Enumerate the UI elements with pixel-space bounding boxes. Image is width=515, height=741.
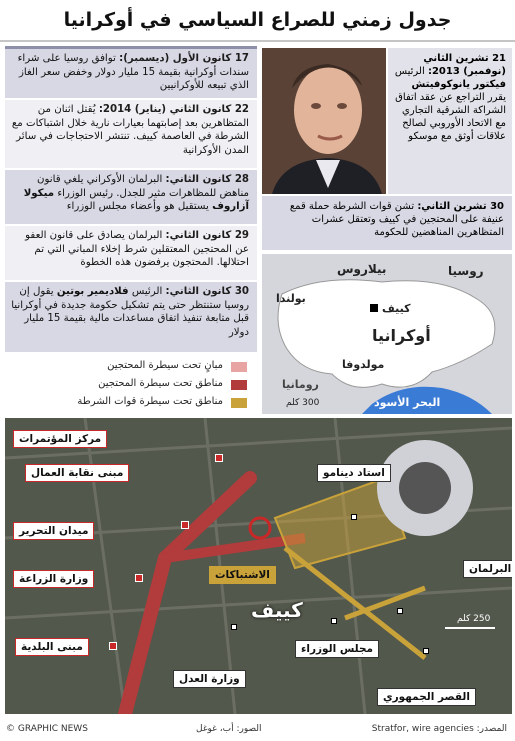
label-presidential-palace: القصر الجمهوري: [377, 688, 476, 706]
pin-dynamo: [351, 514, 357, 520]
entry-text: البرلمان يصادق على قانون العفو عن المحتجين المعتقلين شرط إخلاء المباني التي تم احتلالها. المحتجون يرفضون هذه الخطوة: [25, 230, 249, 268]
map-label-ukraine: أوكرانيا: [372, 326, 431, 345]
entry-person: ميكولا آزاروف: [23, 187, 249, 212]
page-title: جدول زمني للصراع السياسي في أوكرانيا: [0, 0, 515, 42]
timeline-entry-3: [5, 170, 257, 224]
copyright: © GRAPHIC NEWS: [6, 724, 88, 734]
entry-date: 22 كانون الثاني (يناير) 2014:: [98, 104, 249, 115]
entry-text: توافق روسيا على شراء سندات أوكرانية بقيمة 15 مليار دولار وخفض سعر الغاز الذي تبيعه للأوكرانيين: [17, 53, 249, 91]
label-dynamo-stadium: استاد دينامو: [317, 464, 391, 482]
entry-text: الرئيس: [131, 286, 163, 297]
map-label-romania: رومانيا: [282, 378, 319, 391]
timeline-entry-2: [5, 100, 257, 168]
portrait-image: [262, 48, 386, 194]
entry-text-2: يقول إن روسيا ستنتظر حتى يتم تشكيل حكومة جديدة في أوكرانيا قبل متابعة تنفيذ اتفاق مساعدات مالية بقيمة 15 مليار دولار: [11, 286, 249, 338]
legend-label-police: مناطق تحت سيطرة قوات الشرطة: [77, 396, 223, 407]
entry-date: 29 كانون الثاني:: [165, 230, 249, 241]
entry-text: البرلمان الأوكراني يلغي قانون مناهض للمظاهرات مثير للجدل. رئيس الوزراء: [37, 174, 249, 199]
label-conference-center: مركز المؤتمرات: [13, 430, 107, 448]
map-label-moldova: مولدوفا: [342, 358, 385, 371]
label-cabinet: مجلس الوزراء: [295, 640, 379, 658]
entry-text-2: يستقيل هو وأعضاء مجلس الوزراء: [66, 201, 209, 212]
pin-trade-union: [181, 521, 189, 529]
aerial-map: [5, 418, 512, 714]
label-kiev: كييف: [251, 598, 303, 622]
source-credit: المصدر: Stratfor, wire agencies: [371, 724, 507, 734]
map-scale: 300 كلم: [286, 398, 320, 408]
pin-cabinet: [331, 618, 337, 624]
label-tahrir-square: ميدان التحرير: [13, 522, 94, 540]
entry-date: 30 تشرين الثاني:: [417, 201, 504, 212]
aerial-scale: 250 كلم: [457, 614, 491, 624]
legend-swatch-police: [231, 398, 247, 408]
map-label-kiev: كييف: [382, 302, 411, 315]
label-parliament: البرلمان: [463, 560, 512, 578]
label-justice-ministry: وزارة العدل: [173, 670, 246, 688]
timeline-entry-30nov: [262, 196, 512, 250]
label-city-hall: مبنى البلدية: [15, 638, 89, 656]
entry-text: يُقتل اثنان من المتظاهرين بعد إصابتهما بعيارات نارية خلال اشتباكات مع الشرطة في العاصمة كييف. تنتشر الاحتجاجات في سائر المدن الأوكرانية: [11, 104, 249, 156]
entry-date: 21 تشرين الثاني (نوفمبر) 2013:: [423, 53, 506, 77]
entry-date: 17 كانون الأول (ديسمبر):: [119, 53, 249, 64]
legend-swatch-protesters: [231, 380, 247, 390]
legend-label-buildings: مبانٍ تحت سيطرة المحتجين: [107, 360, 223, 371]
timeline-entry-4: [5, 226, 257, 280]
timeline-entry-5: [5, 282, 257, 352]
map-kiev-marker: [370, 304, 378, 312]
map-label-russia: روسيا: [448, 264, 484, 278]
map-label-belarus: بيلاروس: [337, 262, 387, 276]
entry-text: الرئيس: [394, 66, 425, 77]
entry-person: فيكتور يانوكوفيتش: [411, 79, 506, 90]
entry-date: 30 كانون الثاني:: [165, 286, 249, 297]
pin-presidential: [423, 648, 429, 654]
entry-text: تشن قوات الشرطة حملة قمع عنيفة على المحتجين في كييف وتعتقل عشرات المتظاهرين المناهضين للحكومة: [289, 201, 504, 238]
pin-justice: [231, 624, 237, 630]
ukraine-map: [262, 254, 512, 414]
portrait-photo: [262, 48, 386, 194]
entry-person: فلاديمير بوتين: [56, 286, 129, 297]
map-label-poland: بولندا: [276, 292, 306, 305]
timeline-entry-1: [5, 46, 257, 98]
pin-parliament: [397, 608, 403, 614]
footer: [0, 718, 515, 741]
pin-city-hall: [109, 642, 117, 650]
legend-label-protesters: مناطق تحت سيطرة المحتجين: [98, 378, 223, 389]
entry-date: 28 كانون الثاني:: [165, 174, 249, 185]
timeline-entry-first: [388, 48, 512, 194]
label-agriculture-ministry: وزارة الزراعة: [13, 570, 94, 588]
label-clashes: الاشتباكات: [209, 566, 276, 584]
pin-agriculture: [135, 574, 143, 582]
legend-swatch-buildings: [231, 362, 247, 372]
map-label-black-sea: البحر الأسود: [374, 396, 441, 409]
photo-credit: الصور: أب، غوغل: [196, 724, 262, 734]
label-trade-union: مبنى نقابة العمال: [25, 464, 129, 482]
pin-conference-center: [215, 454, 223, 462]
entry-text-2: يقرر التراجع عن عقد اتفاق الشراكة الشرقية التجاري مع الاتحاد الأوروبي لصالح علاقات أوثق مع موسكو: [395, 92, 506, 142]
legend: [5, 356, 257, 416]
